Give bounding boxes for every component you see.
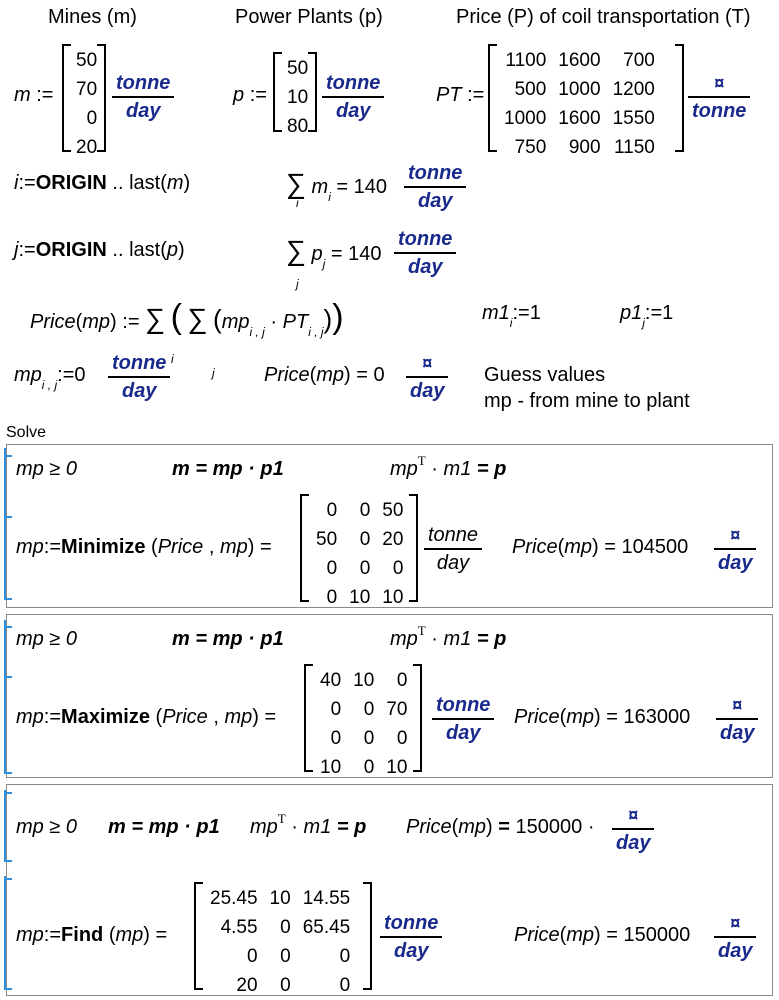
minimize-price-result[interactable]: Price(mp) = 104500	[512, 536, 689, 558]
matrix-cell: 20	[382, 529, 404, 550]
matrix-cell: 10	[287, 87, 309, 108]
solve-label: Solve	[6, 424, 47, 441]
matrix-row	[310, 525, 409, 554]
matrix-cell: 0	[86, 108, 98, 129]
matrix-cell: 0	[359, 558, 371, 579]
matrix-cell: 20	[76, 137, 98, 158]
constraint-mp-nonneg[interactable]: mp ≥ 0	[16, 458, 77, 480]
minimize-unit: tonne day	[424, 522, 482, 576]
matrix-cell: 10	[382, 587, 404, 608]
matrix-row	[72, 75, 101, 104]
matrix-cell: 10	[269, 888, 291, 909]
matrix-cell: 0	[326, 500, 338, 521]
matrix-cell: 0	[280, 946, 291, 967]
constraint-p-balance[interactable]: $mp^T \cdot m1 = p$	[390, 623, 507, 650]
minimize-price-unit: ¤ day	[714, 522, 756, 576]
matrix-row	[314, 695, 413, 724]
matrix-cell: 750	[514, 137, 547, 158]
maximize-price-unit: ¤ day	[716, 692, 758, 746]
pt-unit: ¤ tonne	[688, 70, 750, 124]
m-vector	[62, 44, 106, 158]
find-unit: tonne day	[380, 910, 442, 964]
matrix-row	[283, 54, 312, 83]
matrix-cell: 25.45	[210, 888, 258, 909]
matrix-cell: 0	[330, 728, 342, 749]
matrix-row	[72, 46, 101, 75]
matrix-row	[314, 666, 413, 695]
matrix-cell: 0	[330, 699, 342, 720]
p-definition[interactable]: p :=	[233, 84, 267, 106]
find-result-matrix	[194, 882, 372, 996]
mp-guess-definition[interactable]: $mp_{i , j}:=0$	[14, 364, 86, 392]
matrix-cell: 1200	[612, 79, 655, 100]
matrix-cell: 700	[623, 50, 655, 71]
matrix-row	[498, 75, 661, 104]
matrix-row	[283, 112, 312, 141]
matrix-cell: 1100	[505, 50, 547, 71]
matrix-cell: 0	[396, 728, 408, 749]
constraint-p-balance[interactable]: $mp^T \cdot m1 = p$	[390, 453, 507, 480]
matrix-cell: 0	[280, 917, 291, 938]
m-var: m	[14, 84, 31, 106]
matrix-cell: 50	[76, 50, 98, 71]
find-price-unit: ¤ day	[714, 910, 756, 964]
matrix-cell: 0	[363, 757, 375, 778]
matrix-cell: 0	[359, 529, 371, 550]
matrix-row	[72, 133, 101, 162]
solve-block-guide	[4, 876, 6, 990]
i-range-definition[interactable]: i:=ORIGIN .. last(m)	[14, 172, 191, 194]
find-price-result[interactable]: Price(mp) = 150000	[514, 924, 691, 946]
guess-note-2: mp - from mine to plant	[484, 390, 690, 412]
matrix-row	[314, 724, 413, 753]
maximize-price-result[interactable]: Price(mp) = 163000	[514, 706, 691, 728]
matrix-row	[498, 46, 661, 75]
m-definition[interactable]	[14, 84, 53, 107]
matrix-cell: 10	[320, 757, 342, 778]
matrix-cell: 40	[320, 670, 342, 691]
p1-definition[interactable]: $p1_j:=1$	[620, 302, 674, 330]
sum-index-j: j	[296, 277, 299, 291]
sum-m-unit: tonne day	[404, 160, 466, 214]
header-price: Price (P) of coil transportation (T)	[456, 6, 751, 28]
matrix-cell: 1150	[613, 137, 655, 158]
header-mines: Mines (m)	[48, 6, 137, 28]
matrix-cell: 0	[246, 946, 258, 967]
p-vector	[273, 52, 317, 137]
matrix-cell: 70	[386, 699, 408, 720]
matrix-cell: 1600	[558, 50, 601, 71]
solve-block-guide	[4, 448, 6, 598]
price-guess-unit: ¤ day	[406, 350, 448, 404]
matrix-cell: 20	[236, 975, 258, 996]
sigma-icon: ∑	[286, 235, 306, 266]
guess-note-1: Guess values	[484, 364, 606, 386]
matrix-cell: 10	[353, 670, 375, 691]
matrix-cell: 0	[396, 670, 408, 691]
matrix-cell: 50	[382, 500, 404, 521]
matrix-cell: 0	[392, 558, 404, 579]
maximize-unit: tonne day	[432, 692, 494, 746]
sigma-icon: ∑	[286, 168, 306, 199]
matrix-row	[310, 496, 409, 525]
assign-op: :=	[36, 84, 54, 106]
matrix-row	[204, 913, 356, 942]
currency-icon: ¤	[714, 73, 725, 93]
constraint-m-balance[interactable]: m = mp · p1	[172, 458, 284, 480]
price-index-j: j	[212, 366, 215, 380]
mp-guess-unit: tonne day	[108, 350, 170, 404]
find-expression[interactable]: mp:=Find (mp) =	[16, 924, 168, 946]
maximize-result-matrix	[304, 664, 422, 778]
sum-index-i: i	[296, 196, 299, 210]
matrix-cell: 0	[359, 500, 371, 521]
sum-m-expression[interactable]: ∑ $m_i = 140$	[286, 168, 388, 204]
solve-block-guide	[4, 620, 6, 772]
matrix-row	[204, 942, 356, 971]
minimize-result-matrix	[300, 494, 418, 608]
matrix-row	[314, 753, 413, 782]
matrix-cell: 65.45	[302, 917, 351, 938]
header-plants: Power Plants (p)	[235, 6, 383, 28]
matrix-cell: 1000	[558, 79, 601, 100]
matrix-cell: 1000	[504, 108, 547, 129]
matrix-cell: 0	[363, 728, 375, 749]
constraint-mp-nonneg[interactable]: mp ≥ 0	[16, 628, 77, 650]
matrix-row	[310, 554, 409, 583]
m-unit: tonne day	[112, 70, 174, 124]
matrix-cell: 0	[363, 699, 375, 720]
matrix-cell: 70	[76, 79, 98, 100]
matrix-row	[204, 884, 356, 913]
matrix-cell: 1550	[612, 108, 655, 129]
matrix-row	[498, 104, 661, 133]
matrix-cell: 0	[339, 975, 351, 996]
price-guess-evaluation[interactable]: Price(mp) = 0	[264, 364, 385, 386]
pt-matrix	[488, 44, 684, 158]
matrix-cell: 4.55	[220, 917, 258, 938]
matrix-cell: 500	[514, 79, 547, 100]
constraint-p-balance[interactable]: $mp^T \cdot m1 = p$	[250, 811, 367, 838]
matrix-cell: 10	[349, 587, 371, 608]
sum-p-expression[interactable]: ∑ $p_j = 140$	[286, 235, 382, 271]
matrix-row	[498, 133, 661, 162]
sum-p-unit: tonne day	[394, 226, 456, 280]
constraint-price-unit: ¤ day	[612, 802, 654, 856]
price-function-definition[interactable]: Price(mp) := ∑ ( ∑ $(mp_{i , j} \cdot PT_{i , j})$)	[30, 298, 344, 339]
constraint-mp-nonneg[interactable]: mp ≥ 0	[16, 816, 77, 838]
pt-definition[interactable]: PT :=	[436, 84, 485, 106]
maximize-expression[interactable]: mp:=Maximize (Price , mp) =	[16, 706, 277, 728]
solve-block-guide	[4, 790, 6, 860]
constraint-m-balance[interactable]: m = mp · p1	[108, 816, 220, 838]
matrix-row	[204, 971, 356, 1000]
matrix-cell: 50	[316, 529, 338, 550]
matrix-row	[310, 583, 409, 612]
j-range-definition[interactable]: j:=ORIGIN .. last(p)	[14, 239, 185, 261]
matrix-cell: 0	[326, 558, 338, 579]
p-unit: tonne day	[322, 70, 384, 124]
matrix-cell: 0	[280, 975, 291, 996]
matrix-row	[283, 83, 312, 112]
minimize-expression[interactable]: mp:=Minimize (Price , mp) =	[16, 536, 272, 558]
matrix-row	[72, 104, 101, 133]
matrix-cell: 0	[339, 946, 351, 967]
matrix-cell: 50	[287, 58, 309, 79]
matrix-cell: 10	[386, 757, 408, 778]
price-index-i: i	[171, 352, 174, 366]
matrix-cell: 80	[287, 116, 309, 137]
m1-definition[interactable]: $m1_i:=1$	[482, 302, 541, 330]
matrix-cell: 1600	[558, 108, 601, 129]
matrix-cell: 900	[568, 137, 601, 158]
matrix-cell: 14.55	[302, 888, 351, 909]
matrix-cell: 0	[326, 587, 338, 608]
constraint-price-target[interactable]: Price(mp) = 150000 ·	[406, 816, 595, 838]
constraint-m-balance[interactable]: m = mp · p1	[172, 628, 284, 650]
